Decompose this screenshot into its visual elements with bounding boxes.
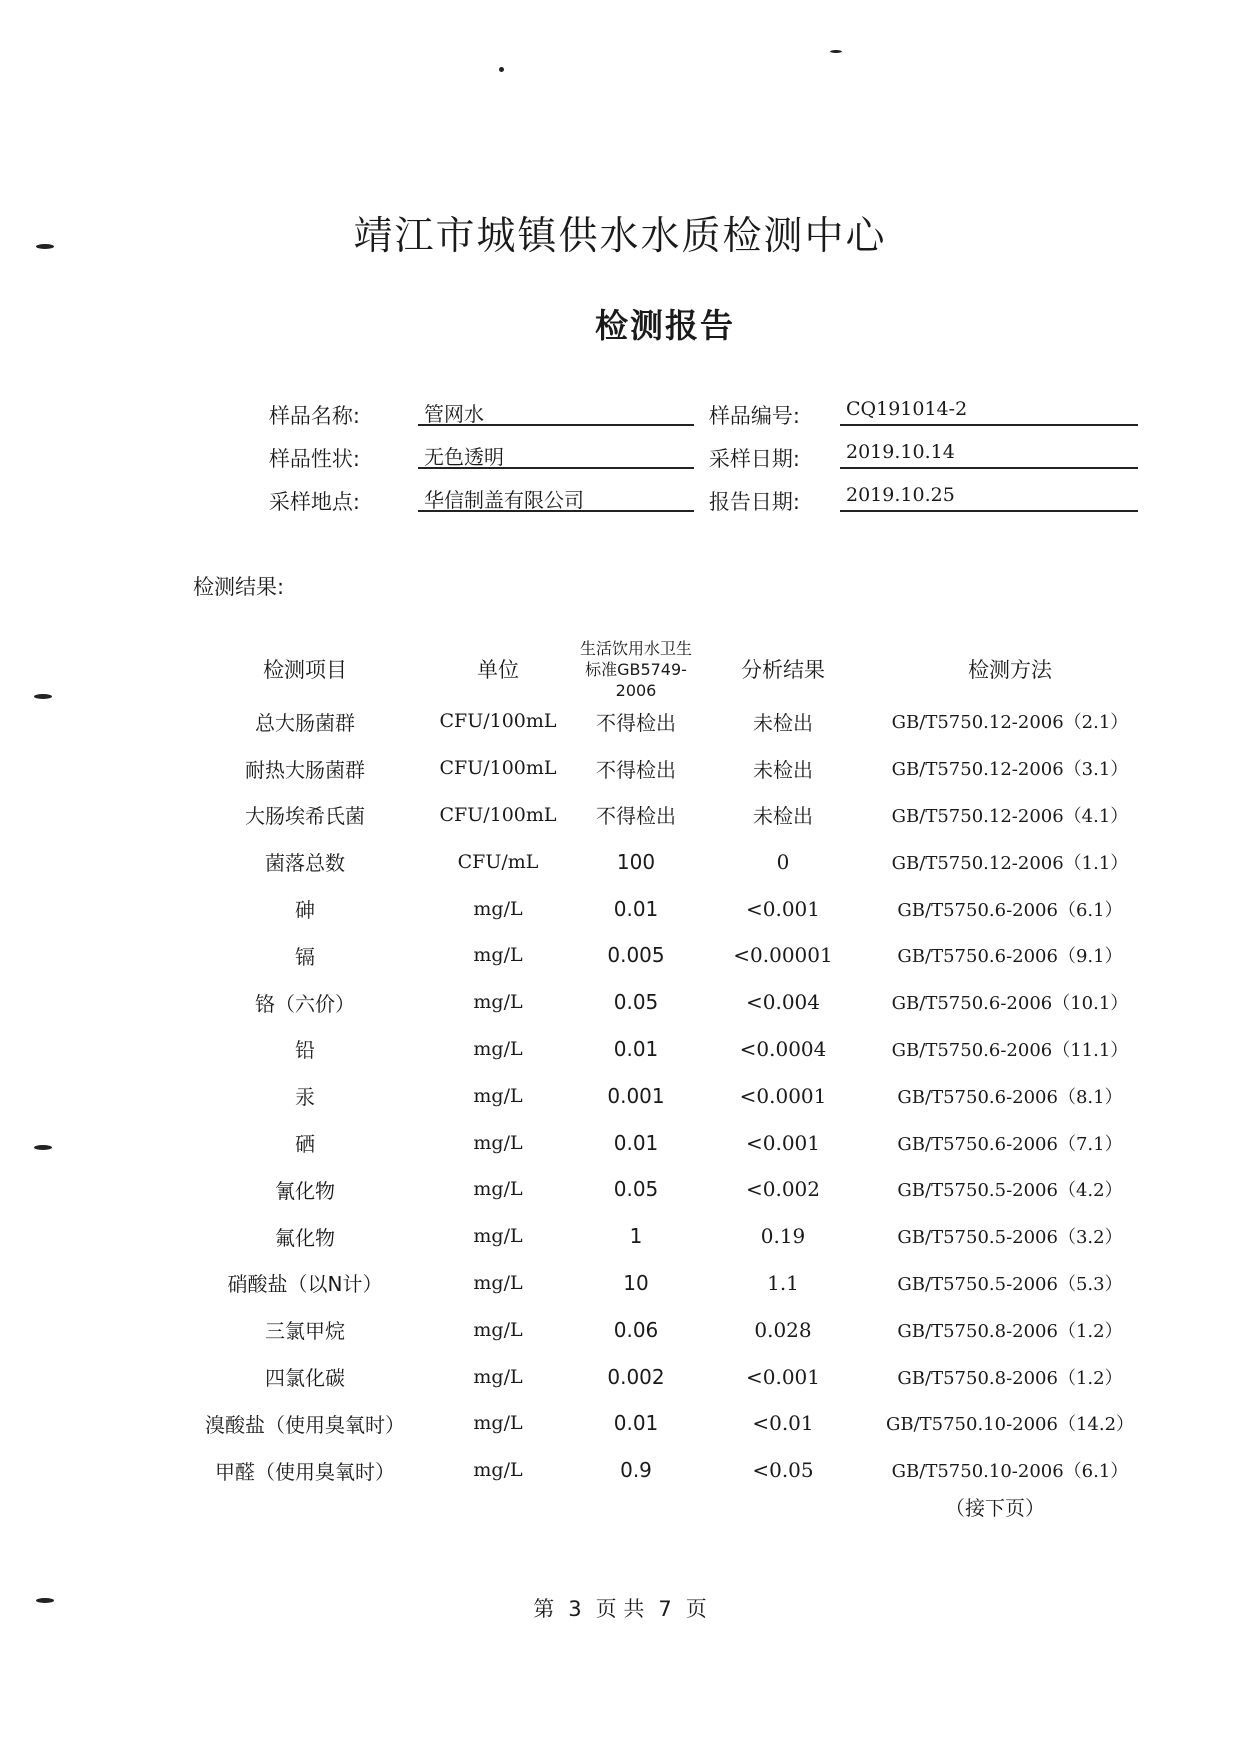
- table-row: [180, 1119, 1123, 1166]
- cell-unit: mg/L: [473, 1084, 523, 1107]
- cell-method: GB/T5750.6-2006（7.1）: [897, 1133, 1123, 1155]
- cell-unit: CFU/100mL: [439, 757, 557, 780]
- cell-standard: 不得检出: [596, 757, 676, 782]
- column-header-item: 检测项目: [263, 658, 347, 682]
- page-total: 7: [658, 1597, 672, 1621]
- results-heading: 检测结果:: [193, 575, 285, 599]
- cell-standard: 10: [623, 1270, 649, 1295]
- cell-unit: mg/L: [473, 1037, 523, 1060]
- cell-result: <0.001: [745, 1130, 820, 1155]
- page-suffix: 页: [685, 1597, 707, 1621]
- table-row: [180, 1306, 1123, 1353]
- cell-item: 铬（六价）: [255, 991, 355, 1016]
- cell-result: <0.01: [752, 1411, 814, 1436]
- cell-standard: 0.01: [613, 896, 659, 921]
- continued-note: （接下页）: [945, 1496, 1045, 1520]
- cell-method: GB/T5750.6-2006（8.1）: [897, 1086, 1123, 1108]
- cell-item: 四氯化碳: [265, 1366, 345, 1391]
- cell-item: 镉: [295, 944, 315, 969]
- cell-standard: 0.005: [607, 943, 665, 968]
- cell-result: <0.0004: [739, 1036, 827, 1061]
- cell-result: 0.19: [760, 1224, 806, 1249]
- organization-title: 靖江市城镇供水水质检测中心: [353, 214, 887, 259]
- column-header-unit: 单位: [477, 658, 519, 682]
- cell-item: 总大肠菌群: [255, 710, 355, 735]
- cell-result: <0.001: [745, 896, 820, 921]
- cell-unit: mg/L: [473, 991, 523, 1014]
- cell-unit: mg/L: [473, 1225, 523, 1248]
- page-prefix: 第: [533, 1597, 555, 1621]
- column-header-method: 检测方法: [968, 658, 1052, 682]
- table-row: [180, 698, 1129, 745]
- cell-result: <0.05: [752, 1458, 814, 1483]
- table-row: [180, 1353, 1123, 1400]
- cell-unit: CFU/100mL: [439, 710, 557, 733]
- cell-standard: 不得检出: [596, 804, 676, 829]
- cell-method: GB/T5750.12-2006（1.1）: [891, 852, 1129, 874]
- cell-standard: 0.002: [607, 1364, 665, 1389]
- sample-nature-value: 无色透明: [418, 441, 694, 469]
- cell-unit: CFU/100mL: [439, 803, 557, 826]
- cell-unit: CFU/mL: [457, 850, 539, 873]
- cell-method: GB/T5750.8-2006（1.2）: [897, 1367, 1123, 1389]
- cell-unit: mg/L: [473, 1412, 523, 1435]
- cell-standard: 0.01: [613, 1411, 659, 1436]
- scan-mark: [499, 67, 504, 72]
- cell-method: GB/T5750.8-2006（1.2）: [897, 1320, 1123, 1342]
- table-row: [180, 1072, 1123, 1119]
- cell-item: 铅: [295, 1038, 315, 1063]
- report-date-label: 报告日期:: [708, 490, 800, 514]
- cell-result: 未检出: [753, 710, 813, 735]
- table-row: [180, 1260, 1123, 1307]
- cell-result: <0.002: [745, 1177, 820, 1202]
- cell-item: 菌落总数: [265, 851, 345, 876]
- sampling-date-label: 采样日期:: [708, 447, 800, 471]
- cell-method: GB/T5750.5-2006（4.2）: [897, 1180, 1123, 1202]
- cell-item: 大肠埃希氏菌: [245, 804, 365, 829]
- column-header-result: 分析结果: [741, 658, 825, 682]
- cell-result: <0.001: [745, 1364, 820, 1389]
- table-row: [180, 745, 1129, 792]
- cell-item: 砷: [295, 898, 315, 923]
- column-header-standard-line2: 标准GB5749-2006: [585, 659, 687, 700]
- table-row: [180, 1400, 1135, 1447]
- cell-method: GB/T5750.12-2006（4.1）: [891, 805, 1129, 827]
- cell-standard: 1: [629, 1224, 643, 1249]
- cell-unit: mg/L: [473, 1131, 523, 1154]
- page-number: [0, 1593, 1240, 1623]
- cell-standard: 0.01: [613, 1036, 659, 1061]
- cell-method: GB/T5750.12-2006（2.1）: [891, 712, 1129, 734]
- page-mid: 页 共: [595, 1597, 645, 1621]
- cell-unit: mg/L: [473, 1459, 523, 1482]
- table-body: [180, 698, 1135, 1494]
- cell-item: 汞: [295, 1085, 315, 1110]
- cell-result: 0.028: [754, 1317, 812, 1342]
- table-row: [180, 838, 1129, 885]
- table-row: [180, 1166, 1123, 1213]
- page-current: 3: [568, 1597, 582, 1621]
- cell-result: <0.00001: [733, 943, 833, 968]
- scan-mark: [36, 244, 54, 249]
- table-row: [180, 1447, 1129, 1494]
- cell-method: GB/T5750.5-2006（5.3）: [897, 1273, 1123, 1295]
- cell-unit: mg/L: [473, 944, 523, 967]
- cell-unit: mg/L: [473, 1365, 523, 1388]
- cell-unit: mg/L: [473, 897, 523, 920]
- cell-standard: 0.01: [613, 1130, 659, 1155]
- results-table: [180, 638, 1135, 1494]
- cell-method: GB/T5750.6-2006（11.1）: [891, 1039, 1129, 1061]
- cell-method: GB/T5750.12-2006（3.1）: [891, 759, 1129, 781]
- scan-mark: [34, 694, 52, 699]
- column-header-standard-line1: 生活饮用水卫生: [579, 638, 692, 658]
- sample-name-value: 管网水: [418, 398, 694, 426]
- cell-method: GB/T5750.10-2006（6.1）: [891, 1461, 1129, 1483]
- table-row: [180, 1213, 1123, 1260]
- cell-item: 硒: [295, 1132, 315, 1157]
- cell-method: GB/T5750.6-2006（9.1）: [897, 946, 1123, 968]
- table-row: [180, 979, 1129, 1026]
- cell-item: 三氯甲烷: [265, 1319, 345, 1344]
- table-header: [180, 640, 1120, 698]
- cell-standard: 100: [616, 849, 656, 874]
- cell-result: 0: [776, 849, 790, 874]
- cell-item: 甲醛（使用臭氧时）: [215, 1459, 395, 1484]
- cell-item: 硝酸盐（以N计）: [227, 1272, 383, 1297]
- sample-no-value: CQ191014-2: [840, 398, 1138, 426]
- sample-no-label: 样品编号:: [708, 404, 800, 428]
- cell-result: <0.004: [745, 990, 820, 1015]
- sample-nature-label: 样品性状:: [268, 447, 360, 471]
- cell-standard: 0.05: [613, 1177, 659, 1202]
- report-title: 检测报告: [595, 306, 735, 345]
- scan-mark: [830, 50, 842, 53]
- table-row: [180, 885, 1123, 932]
- cell-standard: 不得检出: [596, 710, 676, 735]
- cell-standard: 0.06: [613, 1317, 659, 1342]
- column-header-standard: [566, 640, 706, 698]
- report-date-value: 2019.10.25: [840, 484, 1138, 512]
- cell-item: 耐热大肠菌群: [245, 757, 365, 782]
- cell-result: 未检出: [753, 757, 813, 782]
- cell-method: GB/T5750.6-2006（6.1）: [897, 899, 1123, 921]
- sampling-date-value: 2019.10.14: [840, 441, 1138, 469]
- scan-mark: [36, 1598, 54, 1603]
- cell-item: 氰化物: [275, 1178, 335, 1203]
- sampling-site-value: 华信制盖有限公司: [418, 484, 694, 512]
- cell-item: 氟化物: [275, 1225, 335, 1250]
- cell-standard: 0.9: [620, 1458, 652, 1483]
- cell-unit: mg/L: [473, 1178, 523, 1201]
- table-row: [180, 932, 1123, 979]
- scan-mark: [34, 1145, 52, 1150]
- cell-method: GB/T5750.10-2006（14.2）: [885, 1414, 1135, 1436]
- cell-result: <0.0001: [739, 1083, 827, 1108]
- sample-name-label: 样品名称:: [268, 404, 360, 428]
- cell-method: GB/T5750.6-2006（10.1）: [891, 993, 1129, 1015]
- cell-result: 未检出: [753, 804, 813, 829]
- cell-method: GB/T5750.5-2006（3.2）: [897, 1227, 1123, 1249]
- table-row: [180, 1026, 1129, 1073]
- sampling-site-label: 采样地点:: [268, 490, 360, 514]
- table-row: [180, 792, 1129, 839]
- cell-unit: mg/L: [473, 1271, 523, 1294]
- cell-standard: 0.001: [607, 1083, 665, 1108]
- cell-standard: 0.05: [613, 990, 659, 1015]
- cell-item: 溴酸盐（使用臭氧时）: [205, 1412, 405, 1437]
- cell-unit: mg/L: [473, 1318, 523, 1341]
- cell-result: 1.1: [767, 1270, 799, 1295]
